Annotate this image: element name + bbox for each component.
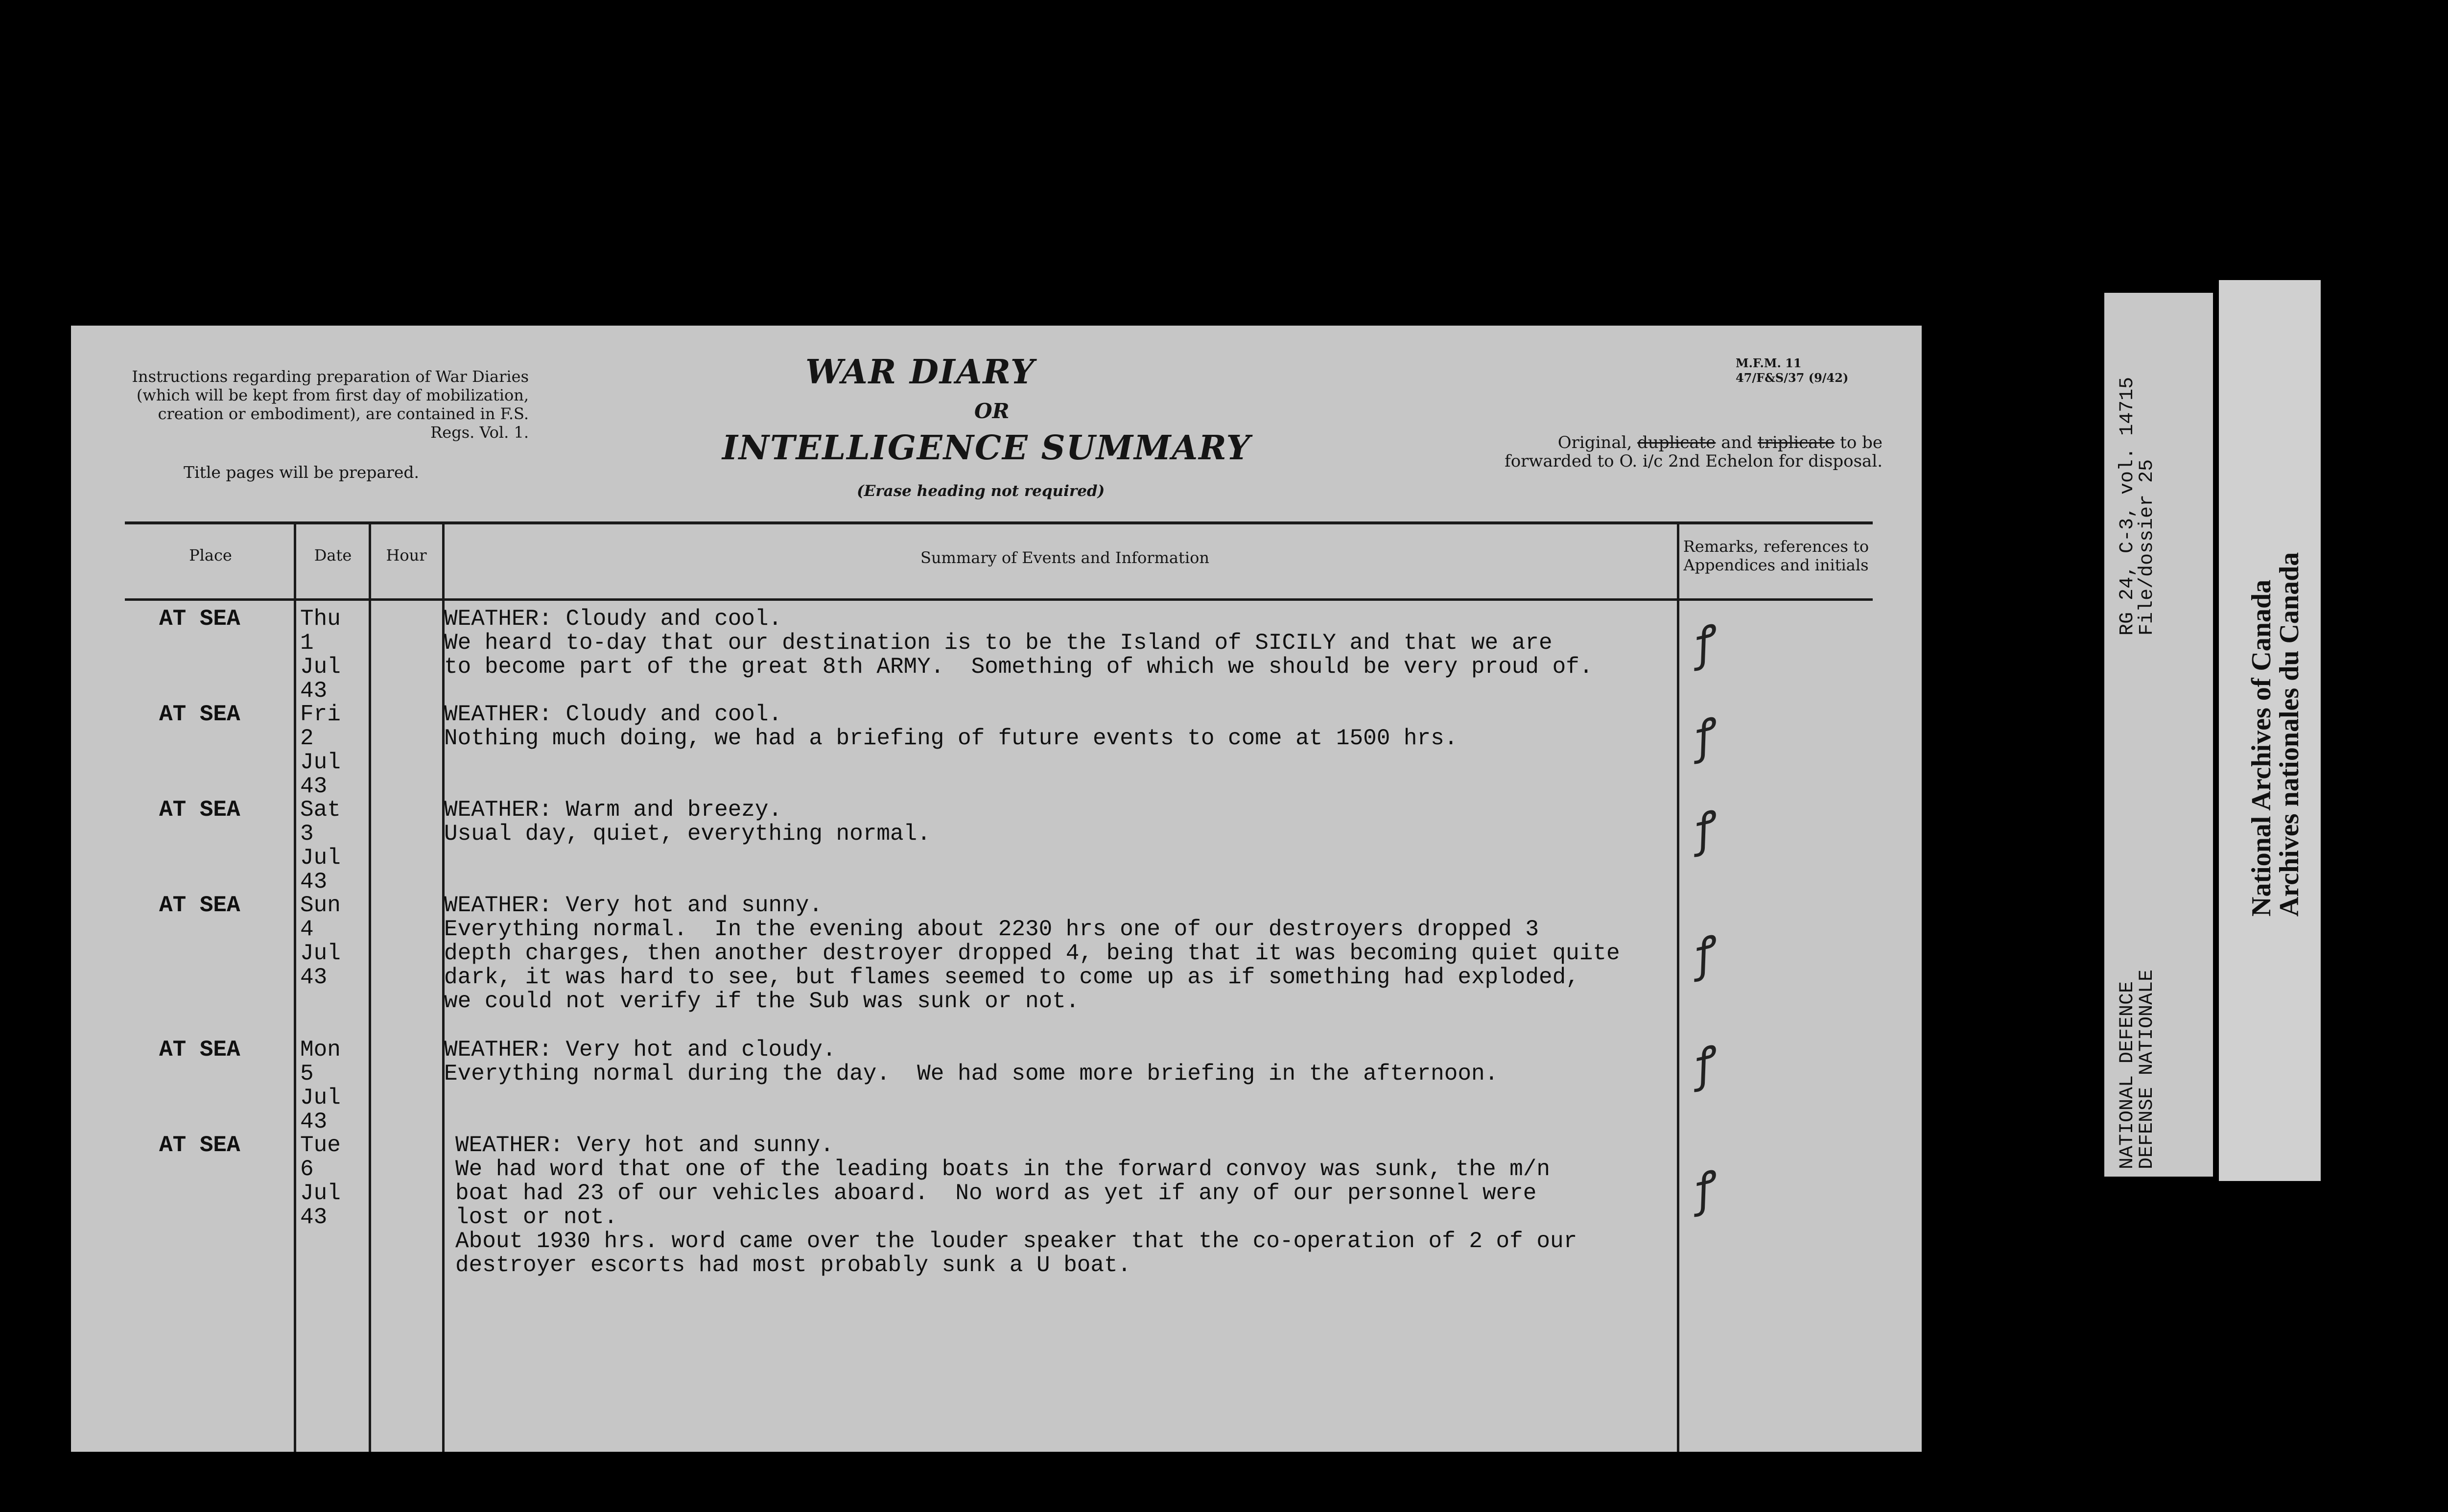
entry-year: 43 [300,1205,328,1230]
entry-line: dark, it was hard to see, but flames seemed to come up as if something had exploded, [444,965,1579,990]
form-code-line-1: M.F.M. 11 [1736,356,1802,370]
entry-day-number: 5 [300,1061,314,1087]
column-header-remarks: Remarks, references to Appendices and initials [1683,537,1869,574]
form-code [1736,356,1848,385]
entry-line: we could not verify if the Sub was sunk or not. [444,989,1080,1014]
entry-line: Everything normal during the day. We had some more briefing in the afternoon. [444,1061,1499,1087]
archive-reference-line-1: RG 24, C-3, vol. 14715 [2117,377,2139,636]
column-header-hour: Hour [386,546,427,565]
column-divider [369,521,371,1452]
entry-month: Jul [300,654,341,680]
page-title: WAR DIARY [805,353,1036,392]
entry-line: WEATHER: Warm and breezy. [444,797,782,823]
distribution-original: Original, [1557,433,1632,452]
title-or: OR [974,399,1010,423]
entry-place: AT SEA [159,797,240,823]
archives-name-en: National Archives of Canada [2246,579,2277,917]
distribution-forward: to be forwarded to O. i/c 2nd Echelon for disposal. [1505,433,1883,471]
entry-summary [444,894,1620,1014]
initials-mark: ꝭ [1687,616,1718,671]
entry-line: We had word that one of the leading boats in the forward convoy was sunk, the m/n [455,1157,1550,1182]
initials-mark: ꝭ [1687,1162,1718,1217]
entry-summary [444,1038,1498,1086]
entry-place: AT SEA [159,1037,240,1063]
form-code-line-2: 47/F&S/37 (9/42) [1736,371,1849,385]
war-diary-sheet [71,326,1922,1452]
initials-mark: ꝭ [1687,1037,1718,1092]
entry-line: WEATHER: Very hot and sunny. [444,893,823,918]
entry-summary [455,1134,1577,1277]
entry-month: Jul [300,845,341,871]
archive-reference-strip [2104,293,2213,1177]
entry-line: WEATHER: Very hot and cloudy. [444,1037,836,1063]
entry-place: AT SEA [159,702,240,727]
entry-month: Jul [300,941,341,966]
entry-line: destroyer escorts had most probably sunk a U boat. [455,1252,1131,1278]
column-header-date: Date [314,546,352,565]
entry-line: About 1930 hrs. word came over the louder speaker that the co-operation of 2 of our [455,1228,1577,1254]
erase-heading-note: (Erase heading not required) [857,482,1105,500]
distribution-duplicate: duplicate [1637,433,1716,452]
entry-day-number: 3 [300,821,314,847]
entry-month: Jul [300,1085,341,1110]
entry-day-number: 1 [300,630,314,656]
entry-line: Everything normal. In the evening about 2230 hrs one of our destroyers dropped 3 [444,917,1539,942]
column-header-summary: Summary of Events and Information [920,548,1209,567]
entry-summary [444,607,1593,679]
entry-place: AT SEA [159,606,240,632]
entry-day: Fri [300,702,341,727]
entry-day-number: 2 [300,726,314,751]
entry-date [300,607,341,703]
initials-mark: ꝭ [1687,709,1718,764]
entry-day: Tue [300,1133,341,1158]
entry-date [300,1038,341,1134]
instructions-note: Instructions regarding preparation of War Diaries (which will be kept from first day of mobilization, creation or embodiment), are contained in F.S. Regs. Vol. 1. [132,367,529,442]
entry-date [300,703,341,799]
entry-line: Nothing much doing, we had a briefing of future events to come at 1500 hrs. [444,726,1458,751]
page-subtitle: INTELLIGENCE SUMMARY [722,428,1251,468]
entry-date [300,1134,341,1229]
entry-line: boat had 23 of our vehicles aboard. No word as yet if any of our personnel were [455,1181,1537,1206]
header-bottom-rule [125,598,1873,601]
entry-line: WEATHER: Cloudy and cool. [444,702,782,727]
entry-year: 43 [300,1109,328,1134]
entry-summary [444,703,1458,751]
entry-month: Jul [300,1181,341,1206]
title-pages-note: Title pages will be prepared. [184,463,419,482]
entry-date [300,894,341,990]
entry-year: 43 [300,869,328,895]
entry-line: WEATHER: Cloudy and cool. [444,606,782,632]
entry-year: 43 [300,678,328,704]
column-divider [294,521,296,1452]
initials-mark: ꝭ [1687,802,1718,857]
entry-year: 43 [300,774,328,799]
department-name-en: NATIONAL DEFENCE [2117,981,2139,1169]
entry-day: Thu [300,606,341,632]
entry-line: to become part of the great 8th ARMY. Something of which we should be very proud of. [444,654,1593,680]
entry-day: Sat [300,797,341,823]
column-divider [1677,521,1679,1452]
archive-reference-line-2: File/dossier 25 [2136,459,2158,636]
entry-summary [444,798,931,846]
column-header-place: Place [189,546,232,565]
department-name-fr: DEFENSE NATIONALE [2136,969,2158,1169]
entry-day-number: 4 [300,917,314,942]
archives-name-fr: Archives nationales du Canada [2274,552,2305,917]
entry-line: We heard to-day that our destination is to be the Island of SICILY and that we are [444,630,1553,656]
table-top-rule [125,521,1873,524]
distribution-note [1471,433,1883,471]
distribution-triplicate: triplicate [1757,433,1835,452]
entry-place: AT SEA [159,893,240,918]
entry-year: 43 [300,965,328,990]
entry-place: AT SEA [159,1133,240,1158]
distribution-and: and [1721,433,1753,452]
entry-day: Mon [300,1037,341,1063]
entry-month: Jul [300,750,341,775]
archives-stamp-strip [2219,280,2321,1181]
entry-line: depth charges, then another destroyer dropped 4, being that it was becoming quiet quite [444,941,1620,966]
entry-day: Sun [300,893,341,918]
initials-mark: ꝭ [1687,927,1718,982]
entry-date [300,798,341,894]
entry-line: WEATHER: Very hot and sunny. [455,1133,834,1158]
entry-line: Usual day, quiet, everything normal. [444,821,931,847]
entry-line: lost or not. [455,1205,618,1230]
entry-day-number: 6 [300,1157,314,1182]
